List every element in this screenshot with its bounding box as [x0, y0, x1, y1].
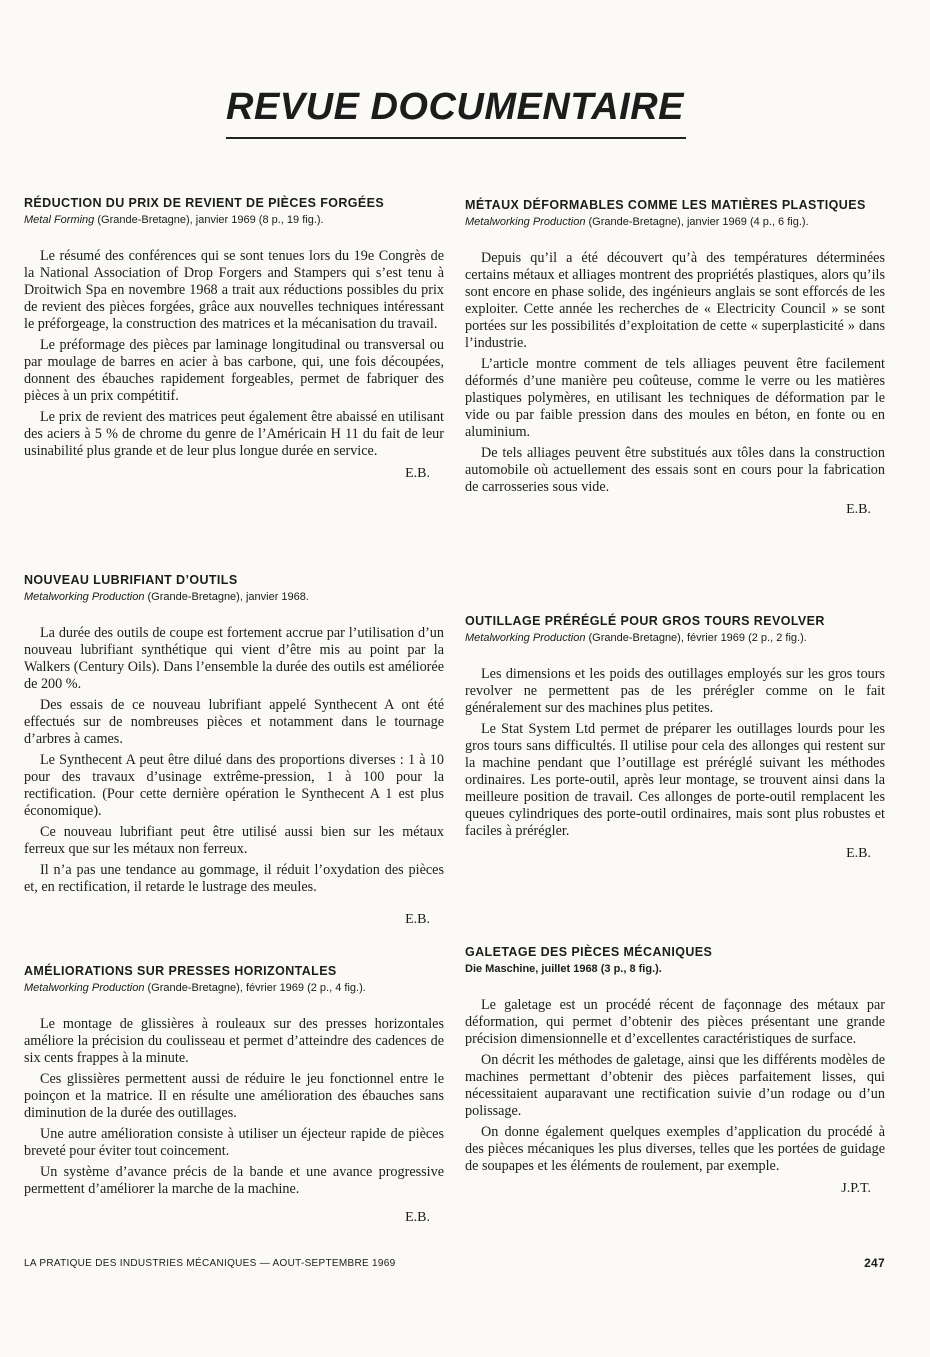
paragraph: On décrit les méthodes de galetage, ainsi que les différents modèles de machines permettant d’obtenir des pièces parfaitement lisses, qui nécessitaient auparavant une rectification suivie d’un rodage ou d’un polissage. — [465, 1052, 885, 1119]
paragraph: Des essais de ce nouveau lubrifiant appelé Synthecent A ont été effectués sur de nombreuses pièces et notamment dans le tournage d’arbres à cames. — [24, 697, 444, 747]
article-title: RÉDUCTION DU PRIX DE REVIENT DE PIÈCES FORGÉES — [24, 196, 385, 210]
article-signature: E.B. — [846, 846, 871, 861]
article-source — [465, 630, 885, 646]
paragraph: Le prix de revient des matrices peut également être abaissé en utilisant des aciers à 5 % de chrome du genre de l’Américain H 11 du fait de leur usinabilité plus grande et de leur plus longue durée en service. — [24, 409, 444, 459]
article-source — [24, 589, 444, 605]
source-details: (Grande-Bretagne), janvier 1969 (4 p., 6 fig.). — [588, 216, 809, 228]
article-body — [465, 997, 885, 1175]
article-body — [24, 1016, 444, 1198]
source-journal: Metalworking Production — [24, 982, 145, 994]
article-title: GALETAGE DES PIÈCES MÉCANIQUES — [465, 945, 713, 959]
source-journal: Metalworking Production — [465, 216, 586, 228]
article-source — [24, 980, 444, 996]
article-metaux-deformables — [465, 198, 885, 518]
article-source — [465, 214, 885, 230]
paragraph: Une autre amélioration consiste à utiliser un éjecteur rapide de pièces breveté pour éviter tout coincement. — [24, 1126, 444, 1159]
article-signature: E.B. — [846, 502, 871, 517]
paragraph: L’article montre comment de tels alliages peuvent être facilement déformés d’une manière peu coûteuse, comme le verre ou les matières plastiques polymères, en utilisant les techniques de déformation par le vide ou par faible pression dans des moules en béton, en fonte ou en aluminium. — [465, 356, 885, 440]
paragraph: Le préformage des pièces par laminage longitudinal ou transversal ou par moulage de barres en acier à bas carbone, qui, une fois découpées, donnent des ébauches rapidement forgeables, permet de fabriquer des pièces à un prix compétitif. — [24, 337, 444, 404]
article-body — [24, 248, 444, 460]
article-source — [24, 212, 444, 228]
paragraph: Il n’a pas une tendance au gommage, il réduit l’oxydation des pièces et, en rectification, il retarde le lustrage des meules. — [24, 862, 444, 895]
source-journal: Metalworking Production — [24, 591, 145, 603]
article-signature: E.B. — [405, 1210, 430, 1225]
title-rule — [226, 137, 686, 139]
article-signature: E.B. — [405, 912, 430, 927]
source-details: (Grande-Bretagne), février 1969 (2 p., 4 fig.). — [147, 982, 366, 994]
article-signature: E.B. — [405, 466, 430, 481]
paragraph: Le montage de glissières à rouleaux sur des presses horizontales améliore la précision du coulisseau et permet d’atteindre des cadences de six cents frappes à la minute. — [24, 1016, 444, 1066]
page-title: REVUE DOCUMENTAIRE — [226, 86, 684, 128]
paragraph: Le Synthecent A peut être dilué dans des proportions diverses : 1 à 10 pour des travaux d’usinage extrême-pression, 1 à 100 pour la rectification. (Pour cette dernière opération le Synthecent A 1 est plus économique). — [24, 752, 444, 819]
paragraph: Ces glissières permettent aussi de réduire le jeu fonctionnel entre le poinçon et la matrice. Il en résulte une amélioration des ébauches sans diminution de la durée des outillages. — [24, 1071, 444, 1121]
source-journal: Metalworking Production — [465, 632, 586, 644]
article-signature: J.P.T. — [841, 1181, 871, 1196]
source-details: (Grande-Bretagne), janvier 1969 (8 p., 19 fig.). — [97, 214, 324, 226]
paragraph: Depuis qu’il a été découvert qu’à des températures déterminées certains métaux et alliages montrent des propriétés plastiques, alors qu’ils sont encore en phase solide, des ingénieurs anglais se sont efforcés de les exploiter. Cette année les recherches de « Electricity Council » se sont portées sur les possibilités d’exploitation de cette « superplasticité » dans l’industrie. — [465, 250, 885, 351]
paragraph: On donne également quelques exemples d’application du procédé à des pièces mécaniques les plus diverses, telles que les portées de guidage de soupapes et les éléments de roulement, par exemple. — [465, 1124, 885, 1174]
paragraph: Un système d’avance précis de la bande et une avance progressive permettent d’améliorer la marche de la machine. — [24, 1164, 444, 1197]
article-nouveau-lubrifiant — [24, 573, 444, 928]
source-journal: Die Maschine, — [465, 963, 539, 975]
article-body — [465, 666, 885, 840]
paragraph: Le résumé des conférences qui se sont tenues lors du 19e Congrès de la National Association of Drop Forgers and Stampers qui s’est tenu à Droitwich Spa en novembre 1968 a trait aux réductions possibles du prix de revient des pièces forgées, grâce aux nouvelles techniques intéressant le préforgeage, la construction des matrices et la mécanisation du travail. — [24, 248, 444, 332]
source-journal: Metal Forming — [24, 214, 95, 226]
paragraph: La durée des outils de coupe est fortement accrue par l’utilisation d’un nouveau lubrifiant synthétique qui vient d’être mis au point par la Walkers (Century Oils). Dans l’ensemble la durée des outils est améliorée de 200 %. — [24, 625, 444, 692]
article-title: MÉTAUX DÉFORMABLES COMME LES MATIÈRES PLASTIQUES — [465, 198, 866, 212]
paragraph: Le Stat System Ltd permet de préparer les outillages lourds pour les gros tours sans difficultés. Il utilise pour cela des allonges qui restent sur la machine pendant que l’outillage est préréglé suivant les méthodes ordinaires. Les porte-outil, après leur montage, se trouvent ainsi dans la meilleure position de travail. Ces allonges de porte-outil remplacent les queues cylindriques des porte-outil ordinaires, mais sont plus robustes et faciles à prérégler. — [465, 721, 885, 839]
article-outillage-preregle — [465, 614, 885, 862]
footer-journal: LA PRATIQUE DES INDUSTRIES MÉCANIQUES — AOUT-SEPTEMBRE 1969 — [24, 1258, 396, 1269]
article-title: OUTILLAGE PRÉRÉGLÉ POUR GROS TOURS REVOLVER — [465, 614, 825, 628]
paragraph: Ce nouveau lubrifiant peut être utilisé aussi bien sur les métaux ferreux que sur les métaux non ferreux. — [24, 824, 444, 857]
paragraph: Le galetage est un procédé récent de façonnage des métaux par déformation, qui permet d’obtenir des pièces présentant une grande précision dimensionnelle et d’excellentes caractéristiques de surface. — [465, 997, 885, 1047]
article-body — [24, 625, 444, 896]
article-source — [465, 961, 885, 977]
article-galetage — [465, 945, 885, 1197]
article-ameliorations-presses — [24, 964, 444, 1226]
article-title: NOUVEAU LUBRIFIANT D’OUTILS — [24, 573, 238, 587]
article-reduction-prix — [24, 196, 444, 482]
article-body — [465, 250, 885, 496]
paragraph: Les dimensions et les poids des outillages employés sur les gros tours revolver ne permettent pas de les prérégler comme on le fait généralement sur des machines plus petites. — [465, 666, 885, 716]
source-details: (Grande-Bretagne), février 1969 (2 p., 2 fig.). — [588, 632, 807, 644]
page-number: 247 — [864, 1256, 885, 1270]
source-details: juillet 1968 (3 p., 8 fig.). — [541, 963, 662, 975]
source-details: (Grande-Bretagne), janvier 1968. — [147, 591, 309, 603]
paragraph: De tels alliages peuvent être substitués aux tôles dans la construction automobile où actuellement des essais sont en cours pour la fabrication de carrosseries sous vide. — [465, 445, 885, 495]
article-title: AMÉLIORATIONS SUR PRESSES HORIZONTALES — [24, 964, 337, 978]
